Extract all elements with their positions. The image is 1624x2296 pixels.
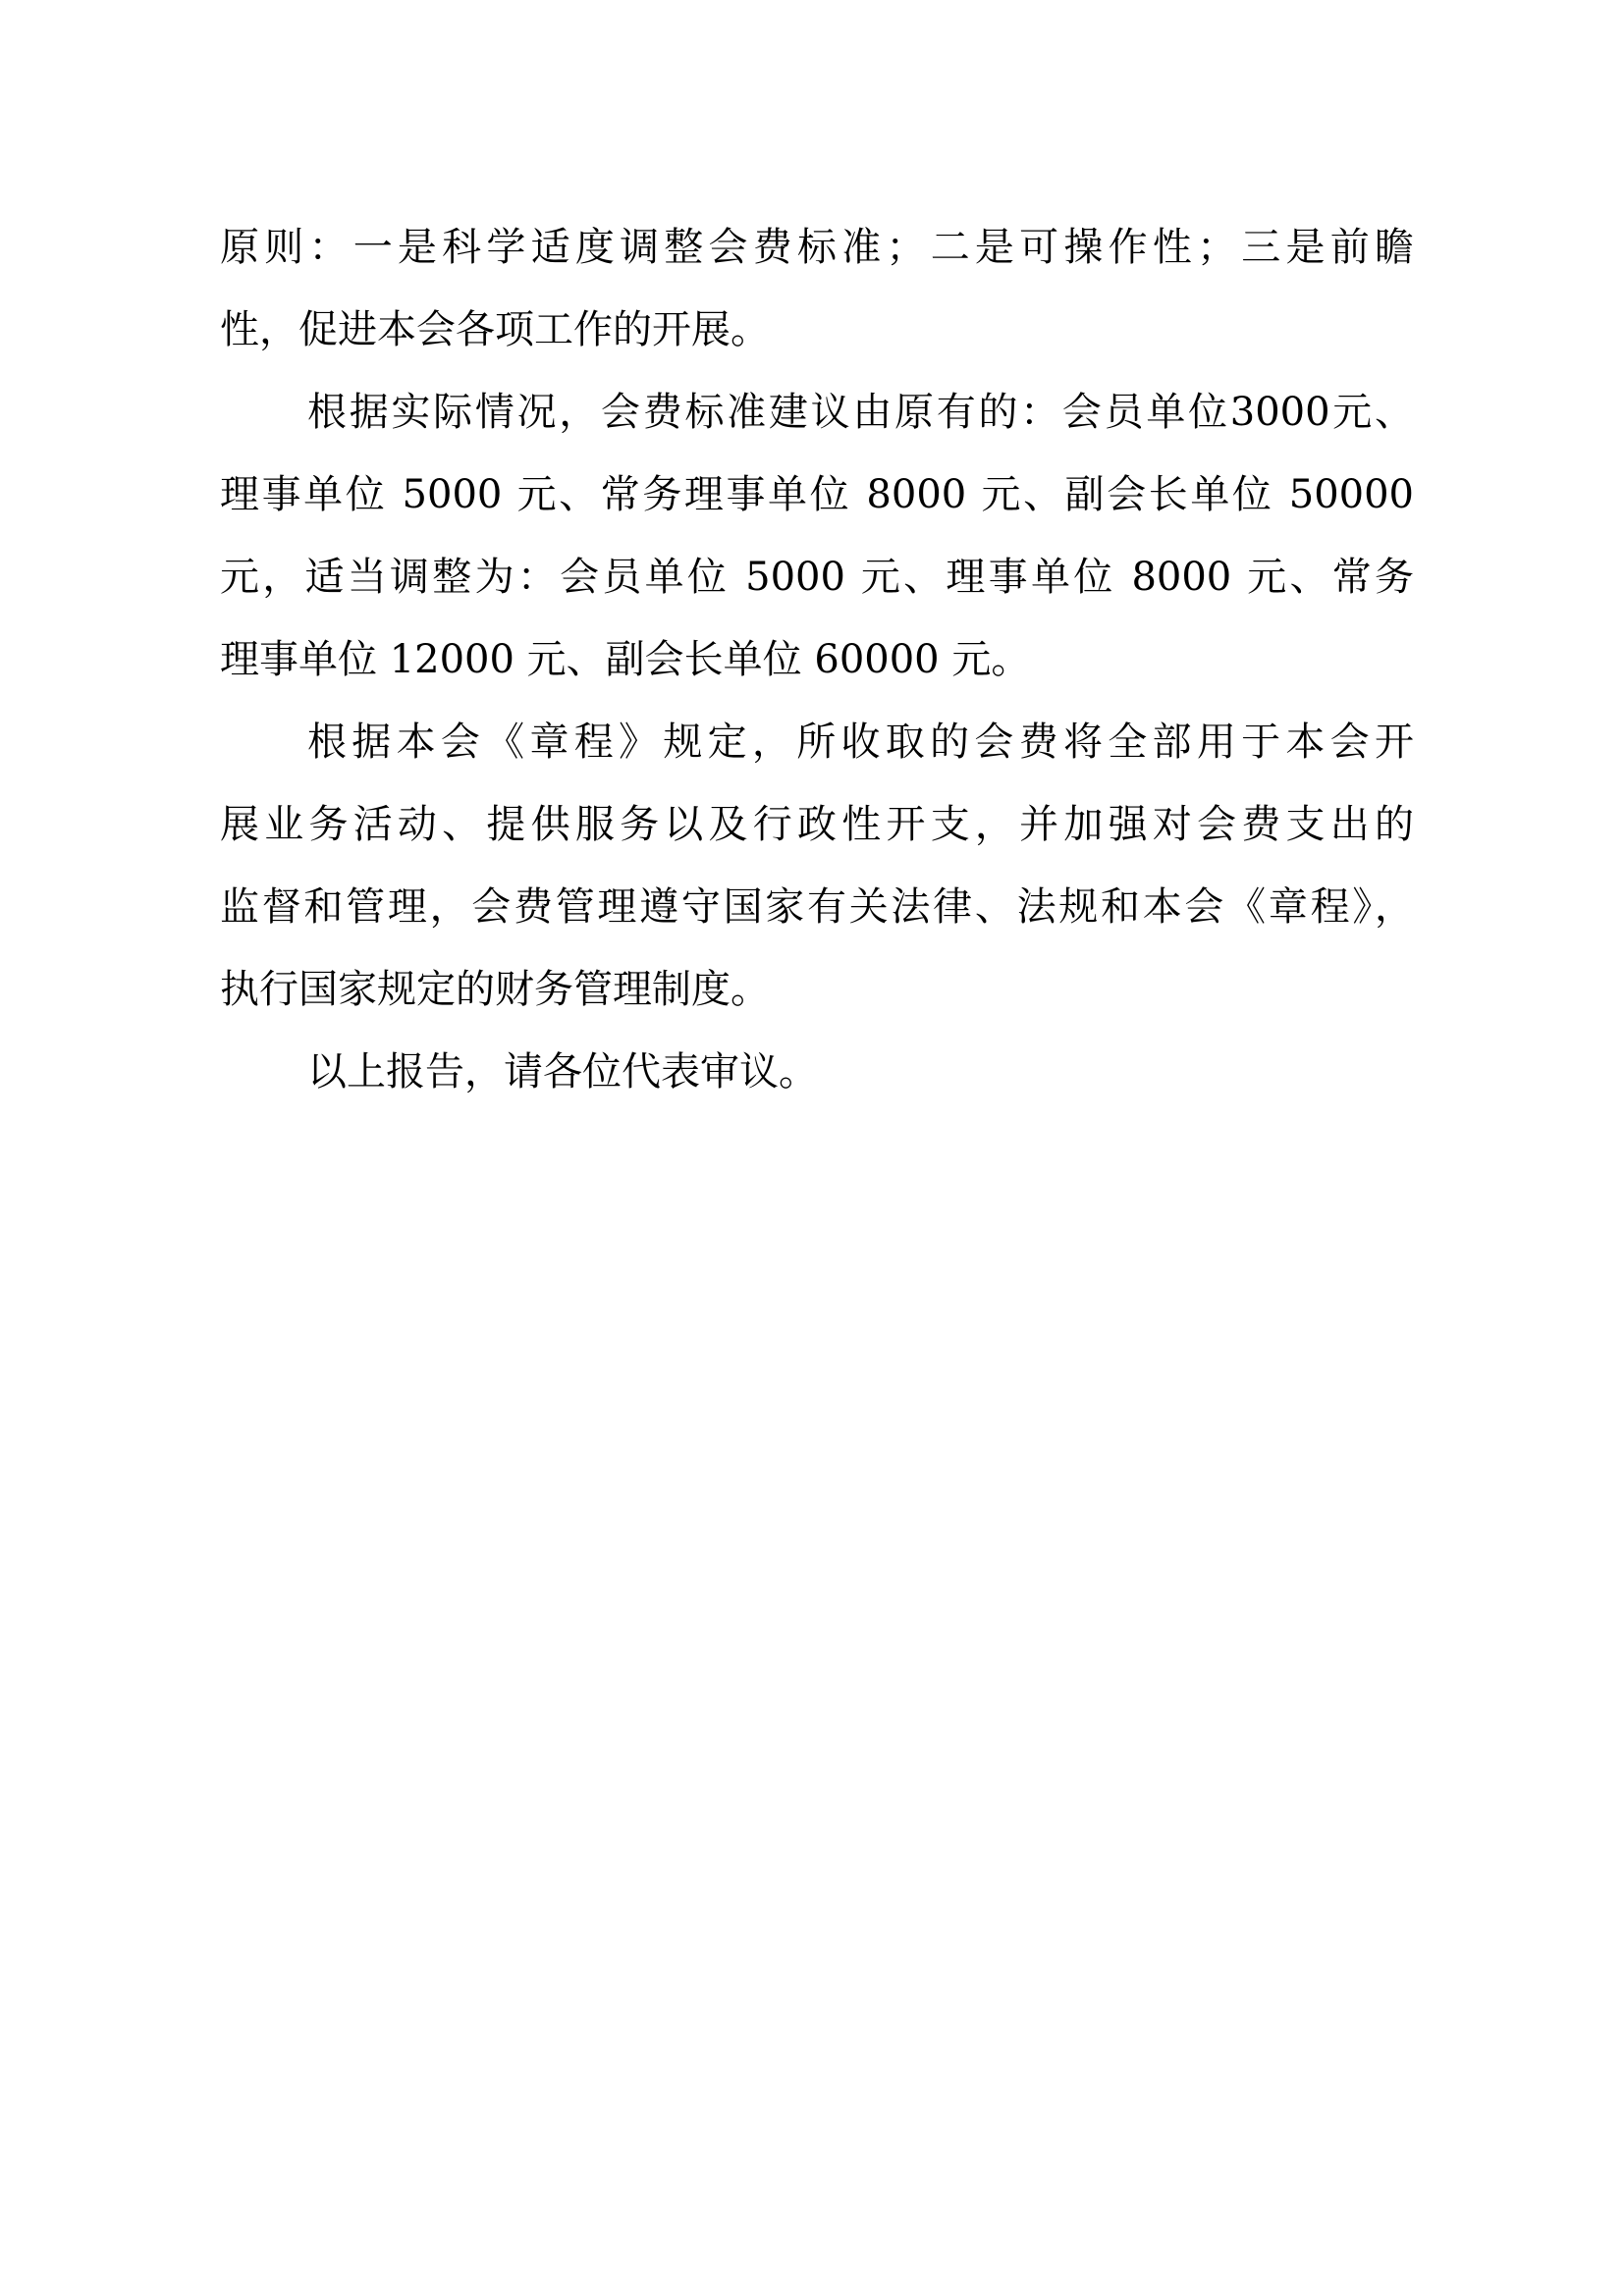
paragraph-line: 根据实际情况，会费标准建议由原有的：会员单位3000元、 xyxy=(307,390,1414,435)
closing-line: 以上报告，请各位代表审议。 xyxy=(307,1049,818,1095)
paragraph-line: 展业务活动、提供服务以及行政性开支，并加强对会费支出的 xyxy=(220,802,1414,847)
paragraph-line: 执行国家规定的财务管理制度。 xyxy=(220,967,770,1012)
paragraph-line: 理事单位 12000 元、副会长单位 60000 元。 xyxy=(220,637,1031,682)
paragraph-line: 理事单位 5000 元、常务理事单位 8000 元、副会长单位 50000 xyxy=(220,472,1414,517)
paragraph-line: 原则：一是科学适度调整会费标准；二是可操作性；三是前瞻 xyxy=(220,225,1414,270)
paragraph-line: 元，适当调整为：会员单位 5000 元、理事单位 8000 元、常务 xyxy=(220,555,1414,600)
paragraph-line: 监督和管理，会费管理遵守国家有关法律、法规和本会《章程》， xyxy=(220,884,1414,930)
paragraph-line: 性，促进本会各项工作的开展。 xyxy=(220,307,770,352)
paragraph-line: 根据本会《章程》规定，所收取的会费将全部用于本会开 xyxy=(307,720,1414,765)
